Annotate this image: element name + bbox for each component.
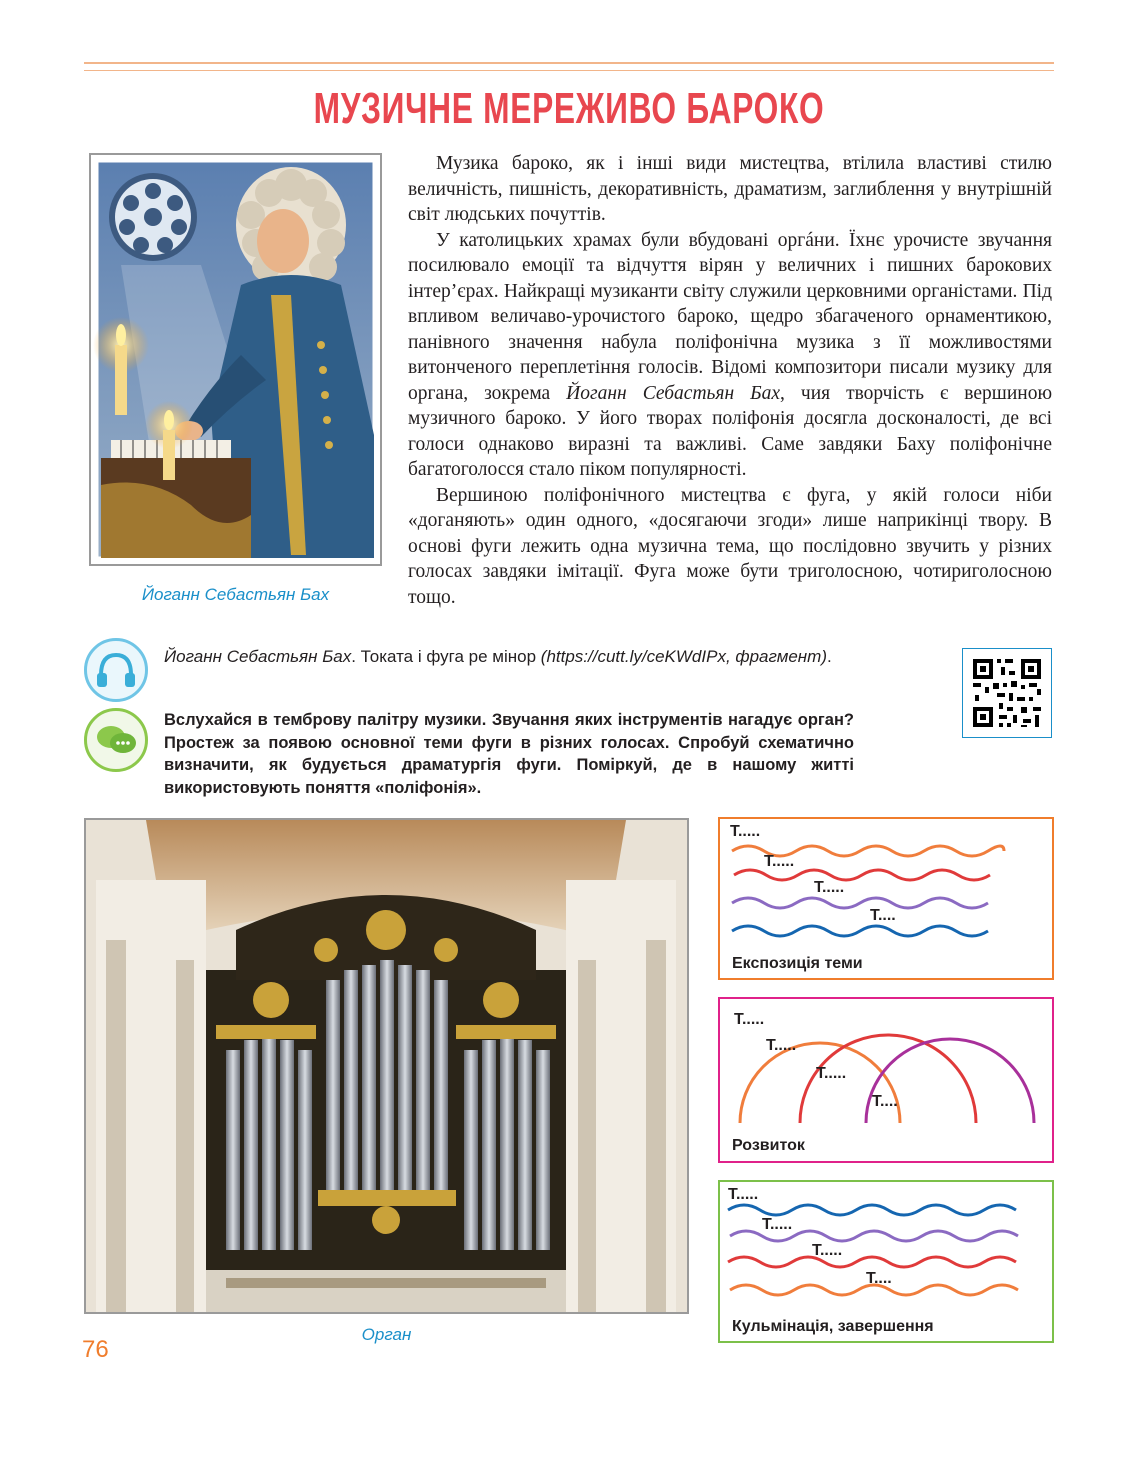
paragraph-1: Музика бароко, як і інші види мистецтва, втілила властиві стилю величність, пишність, декоративність, драматизм, заглиблення у внутрішній світ людських почуттів. (408, 153, 1052, 225)
organ-illustration (86, 820, 687, 1312)
scheme-culmination (718, 1180, 1054, 1343)
top-rule (84, 62, 1054, 64)
qr-code[interactable] (962, 648, 1052, 738)
listen-composer: Йоганн Себастьян Бах (164, 647, 352, 666)
discussion-icon (84, 708, 148, 772)
headphones-icon (84, 638, 148, 702)
main-text (408, 151, 1052, 610)
organ-photo (84, 818, 689, 1314)
paragraph-2: У католицьких храмах були вбудовані оргáни. Їхнє урочисте звучання посилювало емоції та відчуття вірян у величних і пишних барокових інтер’єрах. Найкращі музиканти світу служили церковними органістами. Під впливом величаво-урочистого бароко, щедро збагаченого орнаментикою, панівного значення набула поліфонічна музика з її можливостями витонченого переплетіння голосів. Відомі композитори писали музику для органа, зокрема Йоганн Себастьян Бах, чия творчість є вершиною музичного бароко. У його творах поліфонія досягла досконалості, де всі голоси однаково виразні та важливі. Саме завдяки Баху поліфонічне багатоголосся стало піком популярності. (408, 229, 1053, 480)
voice-label-1: Т..... (734, 1011, 765, 1028)
scheme-culmination-label: Кульмінація, завершення (732, 1318, 934, 1335)
bach-portrait-illustration (91, 155, 380, 564)
listening-assignment: Йоганн Себастьян Бах. Токата і фуга ре мінор (https://cutt.ly/ceKWdIPx, фрагмент). (164, 647, 832, 666)
top-rule-thin (84, 70, 1054, 71)
voice-label-3: Т..... (814, 879, 845, 896)
voice-label-2: Т..... (766, 1037, 797, 1054)
voice-label-3: Т..... (816, 1065, 847, 1082)
qr-code-icon (963, 649, 1051, 737)
voice-label-4: Т.... (866, 1270, 892, 1287)
voice-label-2: Т..... (764, 853, 795, 870)
bach-name: Йоганн Себастьян Бах (566, 382, 781, 404)
voice-label-1: Т..... (728, 1186, 759, 1203)
page-title: МУЗИЧНЕ МЕРЕЖИВО БАРОКО (313, 84, 825, 133)
bach-caption: Йоганн Себастьян Бах (141, 585, 330, 604)
listen-work: . Токата і фуга ре мінор (351, 647, 541, 666)
scheme-development (718, 997, 1054, 1163)
organ-caption: Орган (361, 1325, 412, 1344)
voice-label-4: Т.... (872, 1093, 898, 1110)
scheme-development-label: Розвиток (732, 1137, 805, 1154)
voice-label-4: Т.... (870, 907, 896, 924)
scheme-exposition (718, 817, 1054, 980)
page-number: 76 (82, 1336, 109, 1363)
voice-label-3: Т..... (812, 1242, 843, 1259)
bach-portrait (89, 153, 382, 566)
paragraph-3: Вершиною поліфонічного мистецтва є фуга, у якій голоси ніби «доганяють» один одного, «досягаючи згоди» лише наприкінці твору. В основі фуги лежить одна музична тема, що послідовно звучить у різних голосах завдяки імітації. Фуга може бути триголосною, чотириголосною тощо. (408, 484, 1052, 608)
voice-label-1: Т..... (730, 823, 761, 840)
task-text: Вслухайся в темброву палітру музики. Звучання яких інструментів нагадує орган? Простеж за появою основної теми фуги в різних голосах. Спробуй схематично визначити, як будується драматургія фуги. Поміркуй, де в нашому житті використовують поняття «поліфонія». (164, 711, 854, 797)
voice-label-2: Т..... (762, 1216, 793, 1233)
listen-link[interactable]: (https://cutt.ly/ceKWdIPx, фрагмент) (540, 647, 827, 666)
scheme-exposition-label: Експозиція теми (732, 955, 863, 972)
